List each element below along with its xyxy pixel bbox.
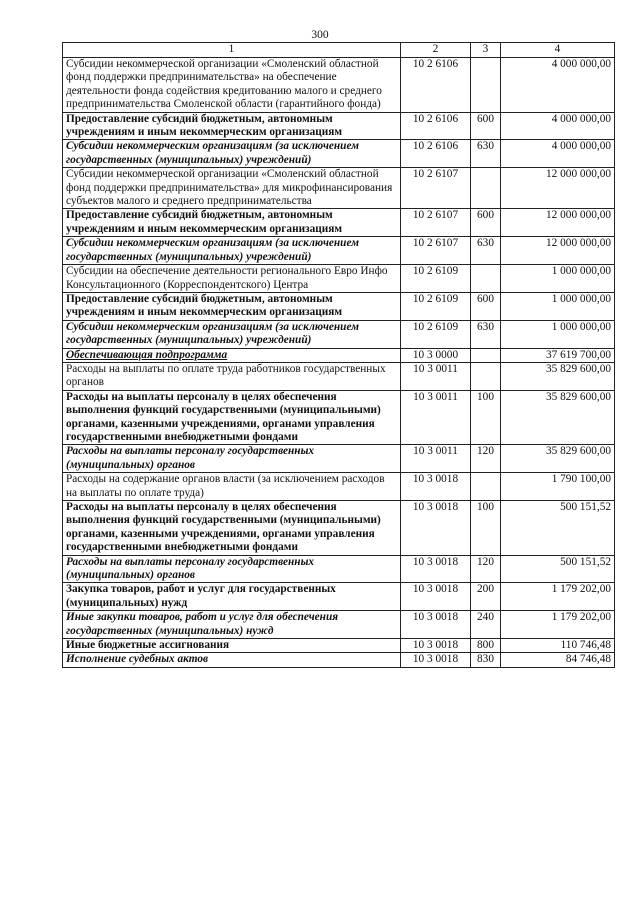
row-amount-cell: 12 000 000,00 (501, 209, 615, 237)
row-expense-type-cell (471, 168, 501, 209)
table-row (63, 58, 615, 113)
row-code-cell: 10 2 6106 (401, 112, 471, 140)
row-expense-type-cell: 600 (471, 112, 501, 140)
table-row (63, 168, 615, 209)
row-code-cell: 10 3 0018 (401, 501, 471, 556)
row-code-cell: 10 3 0018 (401, 583, 471, 611)
row-code-cell: 10 3 0018 (401, 653, 471, 667)
row-amount-cell: 500 151,52 (501, 501, 615, 556)
row-amount-cell: 4 000 000,00 (501, 112, 615, 140)
row-code-cell: 10 3 0011 (401, 445, 471, 473)
row-amount-cell: 37 619 700,00 (501, 348, 615, 362)
table-row (63, 112, 615, 140)
row-amount-cell: 110 746,48 (501, 639, 615, 653)
table-row (63, 390, 615, 445)
row-name-cell: Субсидии на обеспечение деятельности регионального Евро Инфо Консультационного (Корреспондентского) Центра (63, 265, 401, 293)
table-row (63, 583, 615, 611)
row-amount-cell: 500 151,52 (501, 555, 615, 583)
row-expense-type-cell: 120 (471, 445, 501, 473)
row-name-cell: Предоставление субсидий бюджетным, автономным учреждениям и иным некоммерческим организациям (63, 112, 401, 140)
row-name-cell: Расходы на выплаты персоналу в целях обеспечения выполнения функций государственными (муниципальными) органами, казенными учреждениями, органами управления государственными внебюджетными фондами (63, 390, 401, 445)
row-expense-type-cell: 630 (471, 140, 501, 168)
table-row (63, 653, 615, 667)
row-name-cell: Расходы на выплаты персоналу государственных (муниципальных) органов (63, 445, 401, 473)
row-expense-type-cell: 630 (471, 237, 501, 265)
table-row (63, 639, 615, 653)
row-expense-type-cell (471, 362, 501, 390)
row-name-cell: Расходы на выплаты персоналу государственных (муниципальных) органов (63, 555, 401, 583)
row-code-cell: 10 2 6107 (401, 237, 471, 265)
row-expense-type-cell (471, 265, 501, 293)
table-row (63, 320, 615, 348)
row-name-cell: Закупка товаров, работ и услуг для государственных (муниципальных) нужд (63, 583, 401, 611)
row-code-cell: 10 3 0018 (401, 473, 471, 501)
table-row (63, 209, 615, 237)
row-amount-cell: 84 746,48 (501, 653, 615, 667)
page-number: 300 (311, 29, 329, 41)
row-amount-cell: 1 790 100,00 (501, 473, 615, 501)
row-name-cell: Исполнение судебных актов (63, 653, 401, 667)
table-row (63, 555, 615, 583)
row-name-cell: Обеспечивающая подпрограмма (63, 348, 401, 362)
row-expense-type-cell (471, 58, 501, 113)
row-expense-type-cell: 120 (471, 555, 501, 583)
row-amount-cell: 35 829 600,00 (501, 390, 615, 445)
row-name-cell: Субсидии некоммерческим организациям (за исключением государственных (муниципальных) учреждений) (63, 237, 401, 265)
row-code-cell: 10 2 6109 (401, 320, 471, 348)
table-row (63, 140, 615, 168)
column-header-name: 1 (63, 43, 401, 58)
row-name-cell: Иные закупки товаров, работ и услуг для обеспечения государственных (муниципальных) нужд (63, 611, 401, 639)
row-code-cell: 10 2 6109 (401, 265, 471, 293)
row-expense-type-cell (471, 473, 501, 501)
row-expense-type-cell: 600 (471, 292, 501, 320)
row-amount-cell: 1 179 202,00 (501, 611, 615, 639)
row-name-cell: Расходы на содержание органов власти (за исключением расходов на выплаты по оплате труда) (63, 473, 401, 501)
row-amount-cell: 1 000 000,00 (501, 292, 615, 320)
row-name-cell: Субсидии некоммерческим организациям (за исключением государственных (муниципальных) учреждений) (63, 320, 401, 348)
row-expense-type-cell: 240 (471, 611, 501, 639)
budget-table (62, 42, 615, 668)
row-name-cell: Предоставление субсидий бюджетным, автономным учреждениям и иным некоммерческим организациям (63, 209, 401, 237)
table-row (63, 265, 615, 293)
row-code-cell: 10 3 0018 (401, 611, 471, 639)
row-code-cell: 10 3 0000 (401, 348, 471, 362)
column-header-amount: 4 (501, 43, 615, 58)
row-amount-cell: 4 000 000,00 (501, 140, 615, 168)
row-code-cell: 10 2 6106 (401, 58, 471, 113)
table-body (63, 58, 615, 668)
row-amount-cell: 12 000 000,00 (501, 237, 615, 265)
table-row (63, 348, 615, 362)
row-name-cell: Субсидии некоммерческим организациям (за исключением государственных (муниципальных) учреждений) (63, 140, 401, 168)
row-expense-type-cell: 600 (471, 209, 501, 237)
row-code-cell: 10 2 6109 (401, 292, 471, 320)
row-expense-type-cell: 630 (471, 320, 501, 348)
table-row (63, 237, 615, 265)
table-header-row (63, 43, 615, 58)
table-row (63, 611, 615, 639)
row-code-cell: 10 3 0011 (401, 390, 471, 445)
row-name-cell: Предоставление субсидий бюджетным, автономным учреждениям и иным некоммерческим организациям (63, 292, 401, 320)
row-expense-type-cell (471, 348, 501, 362)
row-code-cell: 10 2 6107 (401, 209, 471, 237)
row-code-cell: 10 3 0011 (401, 362, 471, 390)
table-row (63, 445, 615, 473)
row-name-cell: Иные бюджетные ассигнования (63, 639, 401, 653)
row-name-cell: Субсидии некоммерческой организации «Смоленский областной фонд поддержки предпринимательства» на обеспечение деятельности фонда содействия кредитованию малого и среднего предпринимательства Смоленской области (гарантийного фонда) (63, 58, 401, 113)
row-code-cell: 10 3 0018 (401, 639, 471, 653)
row-expense-type-cell: 800 (471, 639, 501, 653)
row-amount-cell: 1 179 202,00 (501, 583, 615, 611)
row-name-cell: Расходы на выплаты по оплате труда работников государственных органов (63, 362, 401, 390)
row-name-cell: Расходы на выплаты персоналу в целях обеспечения выполнения функций государственными (муниципальными) органами, казенными учреждениями, органами управления государственными внебюджетными фондами (63, 501, 401, 556)
row-expense-type-cell: 830 (471, 653, 501, 667)
column-header-expense-type: 3 (471, 43, 501, 58)
table-row (63, 473, 615, 501)
table-row (63, 501, 615, 556)
row-amount-cell: 35 829 600,00 (501, 362, 615, 390)
column-header-code: 2 (401, 43, 471, 58)
row-amount-cell: 12 000 000,00 (501, 168, 615, 209)
table-row (63, 292, 615, 320)
row-name-cell: Субсидии некоммерческой организации «Смоленский областной фонд поддержки предпринимательства» для микрофинансирования субъектов малого и среднего предпринимательства (63, 168, 401, 209)
row-expense-type-cell: 100 (471, 501, 501, 556)
row-amount-cell: 1 000 000,00 (501, 265, 615, 293)
row-code-cell: 10 3 0018 (401, 555, 471, 583)
row-expense-type-cell: 200 (471, 583, 501, 611)
row-expense-type-cell: 100 (471, 390, 501, 445)
row-code-cell: 10 2 6107 (401, 168, 471, 209)
row-code-cell: 10 2 6106 (401, 140, 471, 168)
row-amount-cell: 4 000 000,00 (501, 58, 615, 113)
row-amount-cell: 35 829 600,00 (501, 445, 615, 473)
row-amount-cell: 1 000 000,00 (501, 320, 615, 348)
table-row (63, 362, 615, 390)
